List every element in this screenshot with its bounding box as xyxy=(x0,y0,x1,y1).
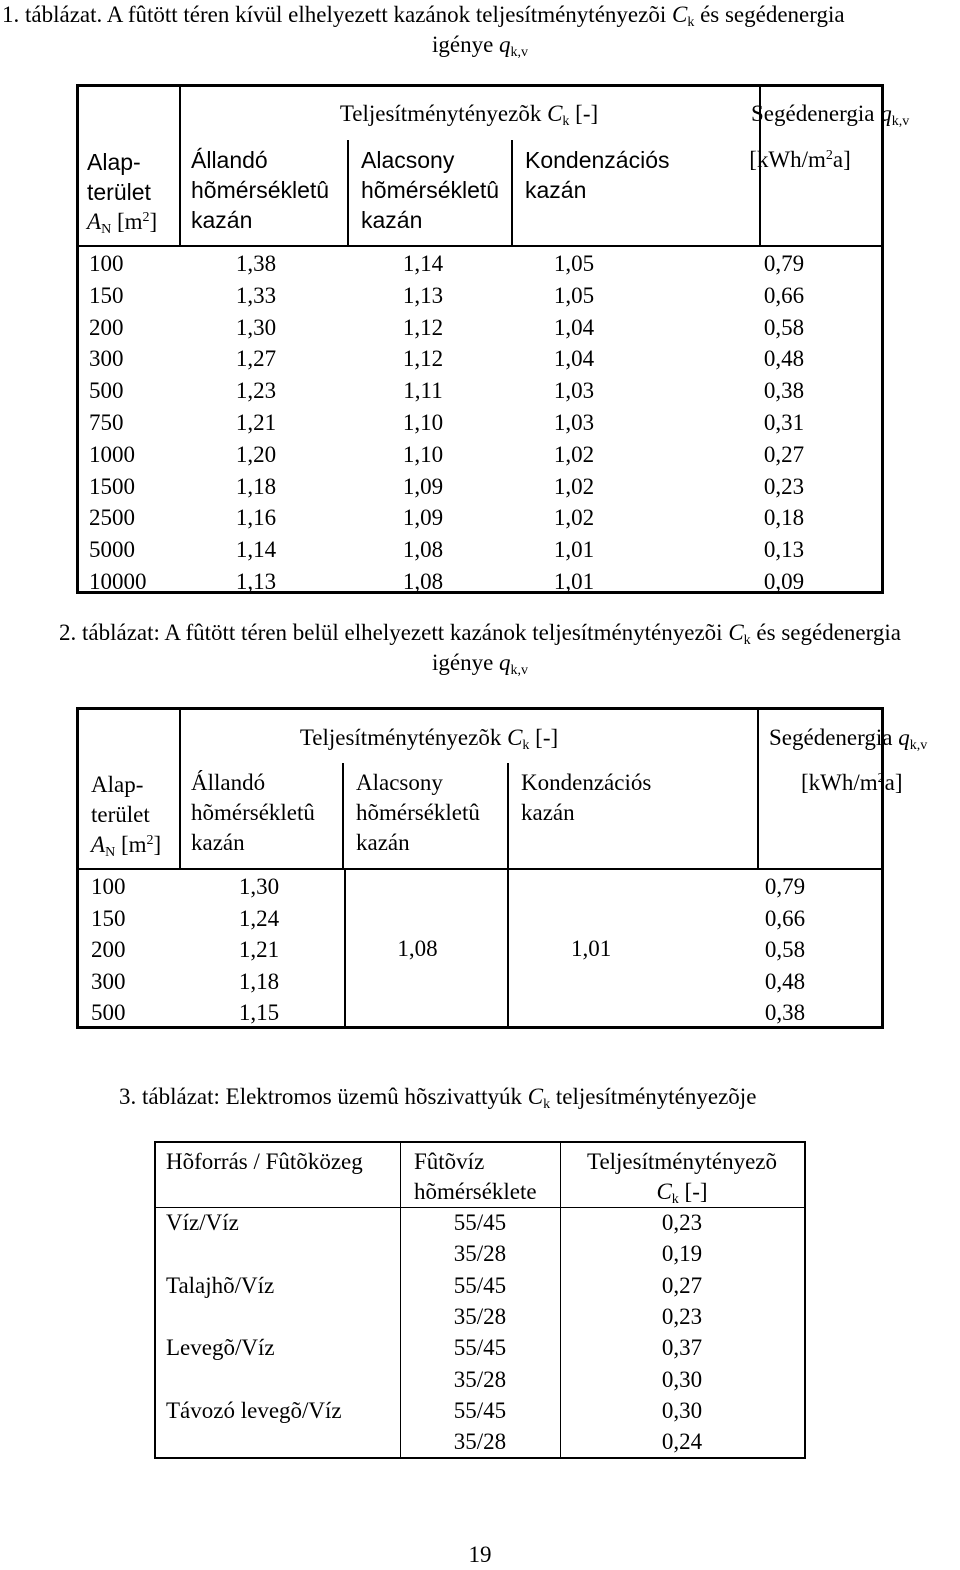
col-label-line: Kondenzációs xyxy=(525,147,670,173)
alacsony-cell: 1,08 xyxy=(402,569,444,594)
col-label-line: kazán xyxy=(525,177,587,203)
temp-cell: 35/28 xyxy=(453,1303,507,1329)
label: Segédenergia xyxy=(769,725,899,750)
allando-cell: 1,18 xyxy=(238,968,280,994)
table1-caption-text: és segédenergia xyxy=(694,2,845,27)
table-row xyxy=(79,501,881,533)
header-line: Teljesítménytényezõ xyxy=(587,1149,777,1174)
table-row xyxy=(79,933,881,965)
seged-cell: 0,13 xyxy=(763,537,805,563)
ck-group-label xyxy=(179,99,759,129)
col-label-line: Állandó xyxy=(191,770,266,795)
table1-seged-header xyxy=(749,87,910,245)
table1-area-header-cell xyxy=(79,87,181,245)
merged-value: 1,08 xyxy=(397,936,438,961)
area-cell: 150 xyxy=(91,905,126,931)
alacsony-cell: 1,09 xyxy=(402,473,444,499)
allando-cell: 1,30 xyxy=(238,874,280,899)
alacsony-cell: 1,12 xyxy=(402,314,444,340)
seged-cell: 0,66 xyxy=(763,282,805,308)
allando-cell: 1,23 xyxy=(235,378,277,404)
source-cell: Levegõ/Víz xyxy=(166,1335,275,1361)
table2 xyxy=(76,707,928,1029)
table-row xyxy=(79,965,881,997)
col-label-line: Állandó xyxy=(191,147,268,173)
unit: [-] xyxy=(569,101,599,126)
temp-cell: 55/45 xyxy=(453,1397,507,1423)
col-label-line: kazán xyxy=(191,830,245,855)
col-label-line: Alacsony xyxy=(361,147,455,173)
seged-cell: 0,48 xyxy=(764,968,806,994)
kondenz-cell: 1,01 xyxy=(553,569,595,594)
table3-header-temp xyxy=(414,1147,537,1207)
subscript: k,v xyxy=(909,738,928,753)
area-unit xyxy=(87,207,157,237)
col-label-line: Kondenzációs xyxy=(521,770,652,795)
table2-area-header xyxy=(91,770,161,860)
seged-label xyxy=(769,723,960,753)
seged-cell: 0,23 xyxy=(763,473,805,499)
unit: [m xyxy=(115,832,147,857)
table-row xyxy=(156,1396,804,1427)
allando-cell: 1,21 xyxy=(235,410,277,435)
table-row xyxy=(79,902,881,934)
kondenz-cell: 1,02 xyxy=(553,473,595,499)
allando-cell: 1,27 xyxy=(235,346,277,372)
col-label-line: kazán xyxy=(356,830,410,855)
unit: [-] xyxy=(678,1179,708,1204)
table-row xyxy=(156,1365,804,1396)
header-line: Fûtõvíz xyxy=(414,1149,485,1174)
table-row xyxy=(156,1208,804,1239)
subscript: k xyxy=(562,114,570,129)
area-cell: 500 xyxy=(89,378,124,404)
allando-cell: 1,20 xyxy=(235,441,277,467)
table1-caption-text: 1. táblázat. A fûtött téren kívül elhelyezett kazánok teljesítménytényezõi xyxy=(2,2,672,27)
table3-header-ck xyxy=(560,1147,804,1207)
table1-caption xyxy=(0,0,960,60)
area-cell: 200 xyxy=(91,937,126,963)
allando-cell: 1,24 xyxy=(238,905,280,931)
table2-col-alacsony xyxy=(344,763,509,868)
source-cell: Víz/Víz xyxy=(166,1210,239,1235)
subscript: N xyxy=(101,222,112,237)
table-row xyxy=(156,1333,804,1364)
seged-cell: 0,38 xyxy=(764,1000,806,1026)
table-row xyxy=(156,1427,804,1458)
area-cell: 5000 xyxy=(89,537,135,563)
unit: a] xyxy=(884,770,903,795)
allando-cell: 1,14 xyxy=(235,537,277,563)
symbol: q xyxy=(880,101,892,126)
header-line xyxy=(560,1177,804,1207)
subscript: N xyxy=(105,845,116,860)
alacsony-cell: 1,14 xyxy=(402,251,444,276)
col-label-line: kazán xyxy=(521,800,575,825)
col-label-line: kazán xyxy=(191,207,253,233)
area-label-line: Alap- xyxy=(91,772,144,797)
ck-cell: 0,27 xyxy=(661,1272,703,1298)
seged-cell: 0,31 xyxy=(763,410,805,435)
area-label-line: terület xyxy=(87,179,151,205)
table1-ck-group-header xyxy=(179,87,759,140)
allando-cell: 1,33 xyxy=(235,282,277,308)
seged-cell: 0,48 xyxy=(763,346,805,372)
alacsony-cell: 1,09 xyxy=(402,505,444,531)
area-cell: 500 xyxy=(91,1000,126,1026)
table1-col-allando xyxy=(179,140,349,245)
table-row xyxy=(79,406,881,438)
ck-cell: 0,24 xyxy=(661,1429,703,1455)
table-row xyxy=(79,470,881,502)
area-label-line: terület xyxy=(91,802,150,827)
label: Teljesítménytényezõk xyxy=(299,725,508,750)
area-cell: 2500 xyxy=(89,505,135,531)
table1 xyxy=(76,84,910,594)
allando-cell: 1,21 xyxy=(238,937,280,963)
alacsony-cell: 1,10 xyxy=(402,441,444,467)
col-label-line: Alacsony xyxy=(356,770,443,795)
table2-caption-text: igénye xyxy=(431,650,500,675)
table-row xyxy=(156,1302,804,1333)
label: Teljesítménytényezõk xyxy=(339,101,548,126)
header-line: hõmérséklete xyxy=(414,1179,537,1204)
superscript: 2 xyxy=(825,148,833,163)
allando-cell: 1,18 xyxy=(235,473,277,499)
symbol: q xyxy=(499,650,511,675)
table2-caption-text: és segédenergia xyxy=(750,620,901,645)
table-row xyxy=(79,565,881,597)
table3-caption-text: 3. táblázat: Elektromos üzemû hõszivattyúk xyxy=(119,1084,528,1109)
label: Segédenergia xyxy=(751,101,881,126)
table2-seged-header xyxy=(757,710,928,868)
subscript: k,v xyxy=(891,114,910,129)
temp-cell: 55/45 xyxy=(453,1272,507,1298)
table1-col-alacsony xyxy=(349,140,513,245)
unit: [-] xyxy=(529,725,559,750)
symbol: C xyxy=(507,725,523,750)
table-row xyxy=(79,533,881,565)
seged-cell: 0,79 xyxy=(763,251,805,276)
area-cell: 300 xyxy=(91,968,126,994)
ck-cell: 0,19 xyxy=(661,1241,703,1267)
alacsony-cell: 1,13 xyxy=(402,282,444,308)
seged-cell: 0,58 xyxy=(763,314,805,340)
alacsony-cell: 1,11 xyxy=(403,378,443,404)
unit: ] xyxy=(153,832,162,857)
table-row xyxy=(79,870,881,902)
kondenz-cell: 1,04 xyxy=(553,314,595,340)
symbol: C xyxy=(656,1179,672,1204)
symbol: C xyxy=(671,2,688,27)
allando-cell: 1,16 xyxy=(235,505,277,531)
subscript: k xyxy=(743,633,751,648)
table-row xyxy=(79,247,881,279)
allando-cell: 1,13 xyxy=(235,569,277,594)
area-cell: 10000 xyxy=(89,569,147,594)
temp-cell: 55/45 xyxy=(453,1210,507,1235)
table-row xyxy=(79,342,881,374)
col-label-line: hõmérsékletû xyxy=(191,177,330,203)
col-label-line: hõmérsékletû xyxy=(361,177,500,203)
area-unit xyxy=(91,830,161,860)
unit: ] xyxy=(149,209,158,234)
table-row xyxy=(156,1239,804,1270)
table1-area-header xyxy=(87,147,157,237)
symbol: C xyxy=(527,1084,544,1109)
table2-col-kondenz xyxy=(509,763,757,868)
superscript: 2 xyxy=(146,833,154,848)
symbol: q xyxy=(898,725,910,750)
table3-caption xyxy=(119,1082,756,1112)
temp-cell: 35/28 xyxy=(453,1241,507,1267)
subscript: k,v xyxy=(510,45,529,60)
alacsony-cell: 1,12 xyxy=(402,346,444,372)
area-cell: 300 xyxy=(89,346,124,372)
seged-label xyxy=(751,99,910,129)
kondenz-cell: 1,05 xyxy=(553,251,595,276)
ck-cell: 0,30 xyxy=(661,1366,703,1392)
seged-cell: 0,38 xyxy=(763,378,805,404)
area-label-line: Alap- xyxy=(87,149,141,175)
table3 xyxy=(154,1141,806,1459)
table2-area-header-cell xyxy=(79,710,181,868)
table1-col-kondenz xyxy=(513,140,759,245)
area-cell: 150 xyxy=(89,282,124,308)
area-cell: 1000 xyxy=(89,441,135,467)
kondenz-cell: 1,02 xyxy=(553,505,595,531)
symbol: C xyxy=(728,620,744,645)
ck-cell: 0,23 xyxy=(661,1303,703,1329)
col-label-line: hõmérsékletû xyxy=(191,800,315,825)
symbol: q xyxy=(499,32,511,57)
area-cell: 1500 xyxy=(89,473,135,499)
table2-col-allando xyxy=(179,763,344,868)
area-cell: 100 xyxy=(89,251,124,276)
table-row xyxy=(79,279,881,311)
table2-caption xyxy=(0,618,960,678)
seged-cell: 0,27 xyxy=(763,441,805,467)
ck-cell: 0,37 xyxy=(661,1335,703,1361)
merged-value: 1,01 xyxy=(571,936,612,961)
subscript: k xyxy=(687,15,695,30)
ck-cell: 0,30 xyxy=(661,1397,703,1423)
seged-cell: 0,18 xyxy=(763,505,805,531)
kondenz-cell: 1,02 xyxy=(553,441,595,467)
alacsony-cell: 1,08 xyxy=(402,537,444,563)
table3-caption-text: teljesítménytényezõje xyxy=(550,1084,757,1109)
seged-cell: 0,66 xyxy=(764,905,806,931)
unit: [m xyxy=(111,209,143,234)
temp-cell: 35/28 xyxy=(453,1366,507,1392)
kondenz-cell: 1,03 xyxy=(553,410,595,435)
col-label-line: kazán xyxy=(361,207,423,233)
table-row xyxy=(79,438,881,470)
page-number: 19 xyxy=(468,1542,492,1567)
kondenz-cell: 1,05 xyxy=(553,282,595,308)
unit: a] xyxy=(832,147,851,172)
table-row xyxy=(79,374,881,406)
table2-ck-group-header xyxy=(179,710,757,763)
temp-cell: 55/45 xyxy=(453,1335,507,1361)
alacsony-cell: 1,10 xyxy=(402,410,444,435)
source-cell: Távozó levegõ/Víz xyxy=(166,1397,342,1423)
kondenz-cell: 1,04 xyxy=(553,346,595,372)
subscript: k,v xyxy=(510,663,529,678)
superscript: 2 xyxy=(142,210,150,225)
seged-unit xyxy=(801,768,903,798)
area-cell: 750 xyxy=(89,410,124,435)
allando-cell: 1,30 xyxy=(235,314,277,340)
table2-caption-text: 2. táblázat: A fûtött téren belül elhelyezett kazánok teljesítménytényezõi xyxy=(59,620,729,645)
seged-cell: 0,58 xyxy=(764,937,806,963)
kondenz-cell: 1,03 xyxy=(553,378,595,404)
col-label-line: hõmérsékletû xyxy=(356,800,480,825)
unit: [kWh/m xyxy=(749,147,826,172)
allando-cell: 1,38 xyxy=(235,251,277,276)
area-cell: 100 xyxy=(91,874,126,899)
table3-header-source: Hõforrás / Fûtõközeg xyxy=(166,1149,363,1174)
table-row xyxy=(156,1271,804,1302)
subscript: k xyxy=(671,1192,679,1207)
area-cell: 200 xyxy=(89,314,124,340)
table1-caption-text: igénye xyxy=(431,32,500,57)
kondenz-cell: 1,01 xyxy=(553,537,595,563)
symbol: A xyxy=(87,209,102,234)
source-cell: Talajhõ/Víz xyxy=(166,1272,275,1298)
seged-cell: 0,09 xyxy=(763,569,805,594)
seged-cell: 0,79 xyxy=(764,874,806,899)
ck-group-label xyxy=(179,723,679,753)
table-row xyxy=(79,996,881,1028)
allando-cell: 1,15 xyxy=(238,1000,280,1026)
superscript: 2 xyxy=(877,771,885,786)
subscript: k xyxy=(522,738,530,753)
temp-cell: 35/28 xyxy=(453,1429,507,1455)
ck-cell: 0,23 xyxy=(661,1210,703,1235)
symbol: A xyxy=(91,832,106,857)
subscript: k xyxy=(543,1097,551,1112)
symbol: C xyxy=(547,101,563,126)
table-row xyxy=(79,311,881,343)
unit: [kWh/m xyxy=(801,770,878,795)
